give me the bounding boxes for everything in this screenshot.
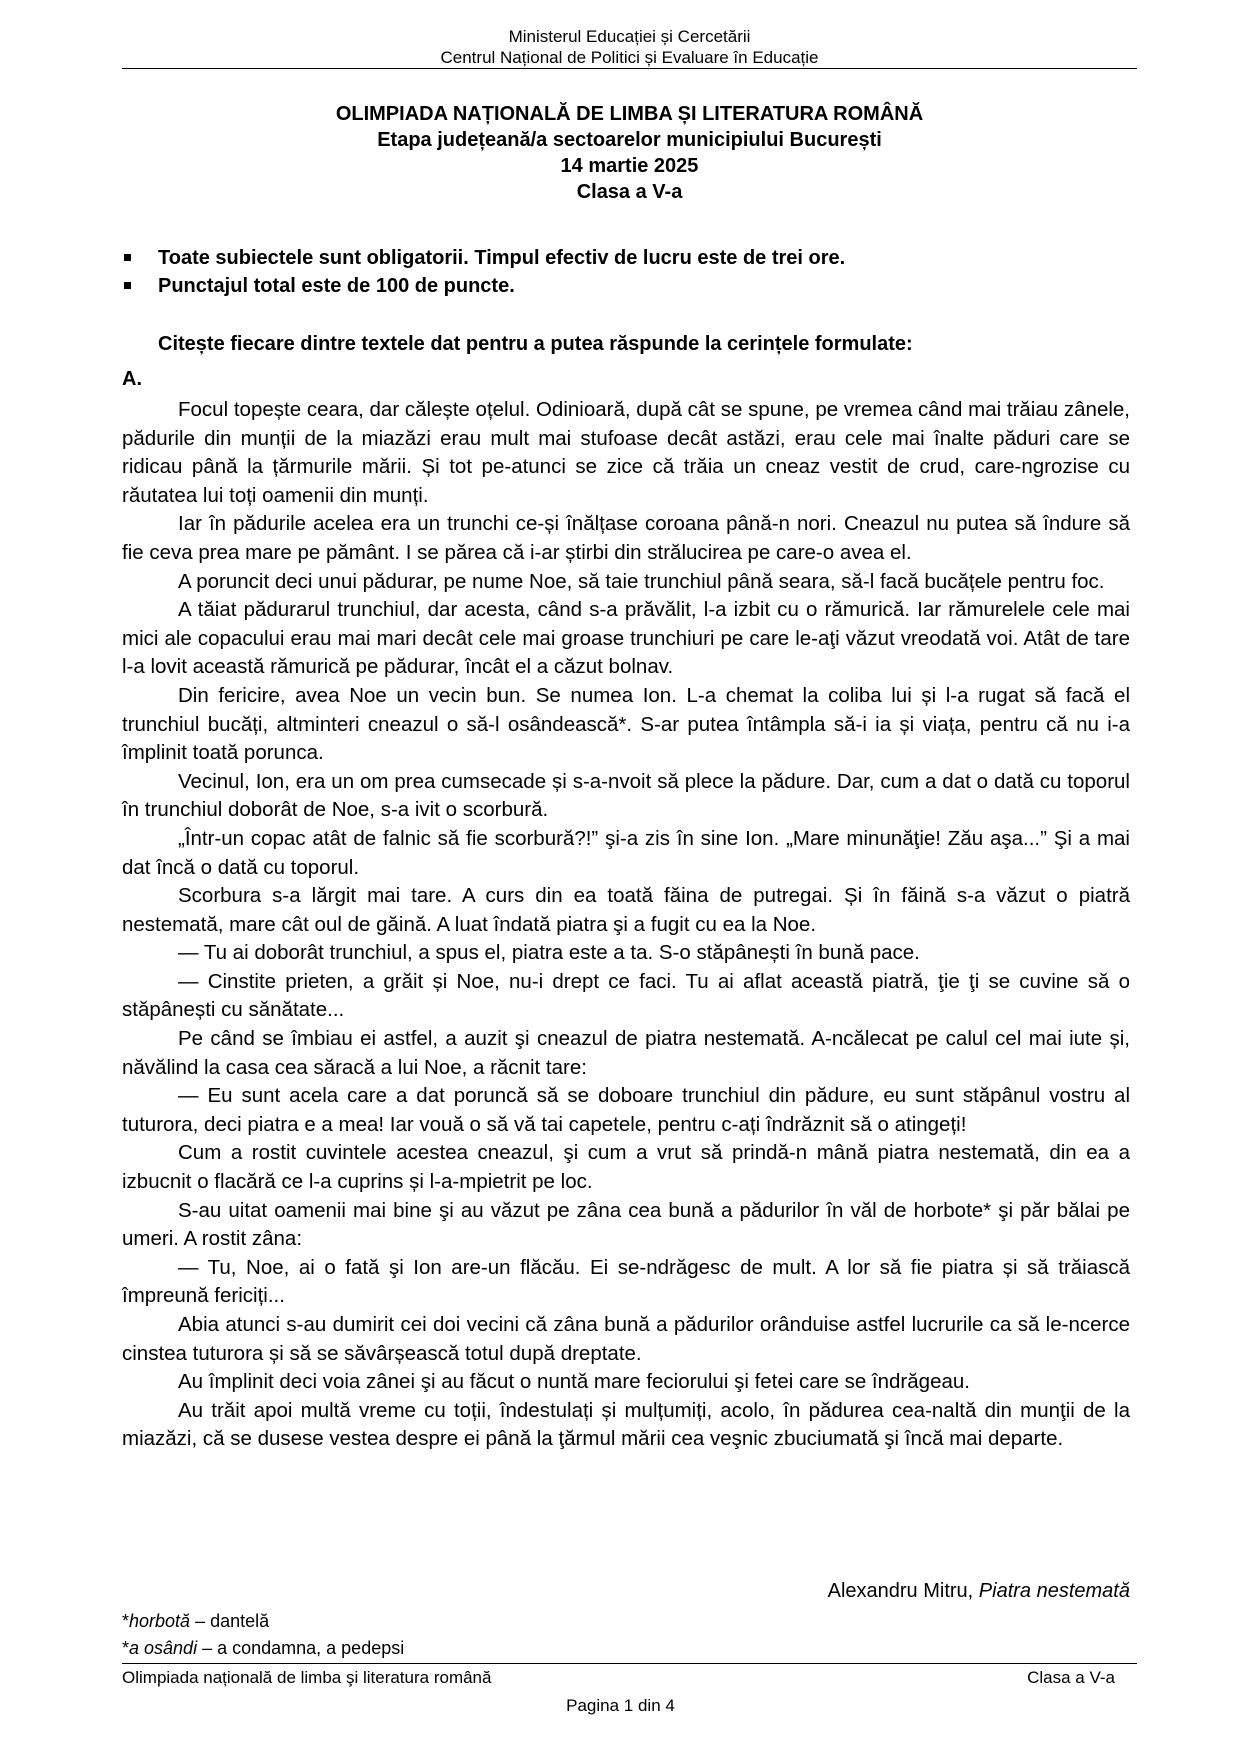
story-paragraph: — Tu ai doborât trunchiul, a spus el, piatra este a ta. S-o stăpânești în bună pace. [178, 941, 920, 965]
exam-title [122, 101, 1137, 205]
rule-text: Toate subiectele sunt obligatorii. Timpul efectiv de lucru este de trei ore. [158, 247, 846, 269]
story-paragraph: „Într-un copac atât de falnic să fie scorbură?!” şi-a zis în sine Ion. „Mare minunăţie! Zău aşa...” Şi a mai dat încă o dată cu toporul. [122, 826, 1130, 879]
story-paragraph: Au trăit apoi multă vreme cu toții, îndestulați și mulțumiți, acolo, în pădurea cea-naltă din munţii de la miazăzi, că se dusese vestea despre ei până la ţărmul mării cea veşnic zbuciumată şi încă mai departe. [122, 1398, 1130, 1451]
footnote-definition: – a condamna, a pedepsi [197, 1638, 405, 1658]
page-number: Pagina 1 din 4 [566, 1696, 675, 1715]
footnote-item [122, 1608, 404, 1635]
story-paragraph: Focul topește ceara, dar călește oțelul. Odinioară, după cât se spune, pe vremea când mai trăiau zânele, pădurile din munții de la miazăzi erau mult mai stufoase decât astăzi, erau cele mai înalte păduri care se ridicau până la țărmurile mării. Și tot pe-atunci se zice că trăia un cneaz vestit de crud, care-ngrozise cu răutatea lui toți oamenii din munți. [122, 398, 1130, 507]
rule-text: Punctajul total este de 100 de puncte. [158, 275, 515, 297]
footnote-term: a osândi [129, 1638, 198, 1658]
footnote-term: horbotă [129, 1611, 191, 1631]
story-paragraph: Scorbura s-a lărgit mai tare. A curs din ea toată făina de putregai. Și în făină s-a văzut o piatră nestemată, mare cât oul de găină. A luat îndată piatra şi a fugit cu ea la Noe. [122, 884, 1130, 936]
footnote-definition: – dantelă [190, 1611, 270, 1631]
story-paragraph: Din fericire, avea Noe un vecin bun. Se numea Ion. L-a chemat la coliba lui și l-a rugat să facă el trunchiul bucăți, altminteri cneazul o să-l osândească*. S-ar putea întâmpla să-i ia și viața, pentru că nu i-a împlinit toată porunca. [122, 683, 1130, 765]
stage-title: Etapa județeană/a sectoarelor municipiului București [377, 129, 882, 151]
exam-date: 14 martie 2025 [560, 155, 699, 177]
story-paragraph: — Eu sunt acela care a dat poruncă să se doboare trunchiul din pădure, eu sunt stăpânul vostru al tuturora, deci piatra e a mea! Iar vouă o să vă tai capetele, pentru c-ați îndrăznit să o atingeți! [122, 1084, 1130, 1136]
story-paragraph: A poruncit deci unui pădurar, pe nume Noe, să taie trunchiul până seara, să-l facă bucățele pentru foc. [178, 569, 1105, 593]
square-bullet-icon [124, 254, 131, 261]
story-paragraph: A tăiat pădurarul trunchiul, dar acesta, când s-a prăvălit, l-a izbit cu o rămurică. Iar rămurelele cele mai mici ale copacului erau mai mari decât cele mai groase trunchiuri pe care le-aţi văzut vreodată voi. Atât de tare l-a lovit această rămurică pe pădurar, încât el a căzut bolnav. [122, 598, 1130, 679]
square-bullet-icon [124, 282, 131, 289]
footnote-marker: * [122, 1611, 130, 1631]
footnote-marker: * [122, 1638, 130, 1658]
footer-divider [122, 1663, 1137, 1664]
olympiad-title: OLIMPIADA NAȚIONALĂ DE LIMBA ȘI LITERATURA ROMÂNĂ [335, 103, 924, 125]
instruction-text: Citește fiecare dintre textele dat pentru a putea răspunde la cerințele formulate: [158, 333, 913, 355]
exam-rules [122, 244, 1137, 300]
story-paragraph: Pe când se îmbiau ei astfel, a auzit şi cneazul de piatra nestemată. A-ncălecat pe calul cel mai iute și, năvălind la casa cea săracă a lui Noe, a răcnit tare: [122, 1027, 1130, 1079]
story-paragraph: — Tu, Noe, ai o fată şi Ion are-un flăcău. Ei se-ndrăgesc de mult. A lor să fie piatra și să trăiască împreună fericiți... [122, 1255, 1130, 1308]
story-paragraph: Au împlinit deci voia zânei şi au făcut o nuntă mare feciorului şi fetei care se îndrăgeau. [178, 1370, 970, 1394]
work-title: Piatra nestemată [978, 1580, 1130, 1602]
story-paragraph: S-au uitat oamenii mai bine şi au văzut pe zâna cea bună a pădurilor în văl de horbote* şi păr bălai pe umeri. A rostit zâna: [122, 1198, 1130, 1251]
story-paragraph: Cum a rostit cuvintele acestea cneazul, şi cum a vrut să prindă-n mână piatra nestemată, din ea a izbucnit o flacără ce l-a cuprins și l-a-mpietrit pe loc. [122, 1141, 1130, 1194]
rule-item [122, 272, 1137, 300]
author-name: Alexandru Mitru, [827, 1580, 974, 1602]
story-paragraph: Abia atunci s-au dumirit cei doi vecini că zâna bună a pădurilor orânduise astfel lucrurile ca să le-ncerce cinstea tuturora și să se săvârșească totul după dreptate. [122, 1313, 1130, 1365]
footnotes [122, 1608, 404, 1662]
story-paragraph: Vecinul, Ion, era un om prea cumsecade și s-a-nvoit să plece la pădure. Dar, cum a dat o dată cu toporul în trunchiul doborât de Noe, s-a ivit o scorbură. [122, 769, 1130, 822]
attribution [828, 1578, 1130, 1604]
story-text [122, 396, 1130, 1454]
story-paragraph: — Cinstite prieten, a grăit și Noe, nu-i drept ce faci. Tu ai aflat această piatră, ţie ţi se cuvine să o stăpânești cu sănătate... [122, 969, 1130, 1022]
footer-olympiad: Olimpiada națională de limba şi literatura română [122, 1668, 492, 1687]
center-name: Centrul Național de Politici și Evaluare în Educație [440, 48, 819, 67]
footnote-item [122, 1635, 404, 1662]
ministry-name: Ministerul Educației și Cercetării [508, 27, 751, 46]
section-label: A. [122, 368, 142, 390]
rule-item [122, 244, 1137, 272]
page-header [122, 26, 1137, 68]
grade-title: Clasa a V-a [576, 181, 683, 203]
story-paragraph: Iar în pădurile acelea era un trunchi ce-și înălțase coroana până-n nori. Cneazul nu putea să îndure să fie ceva prea mare pe pământ. I se părea că i-ar știrbi din strălucirea pe care-o avea el. [122, 512, 1130, 564]
header-divider [122, 68, 1137, 69]
footer-grade: Clasa a V-a [1027, 1668, 1115, 1687]
